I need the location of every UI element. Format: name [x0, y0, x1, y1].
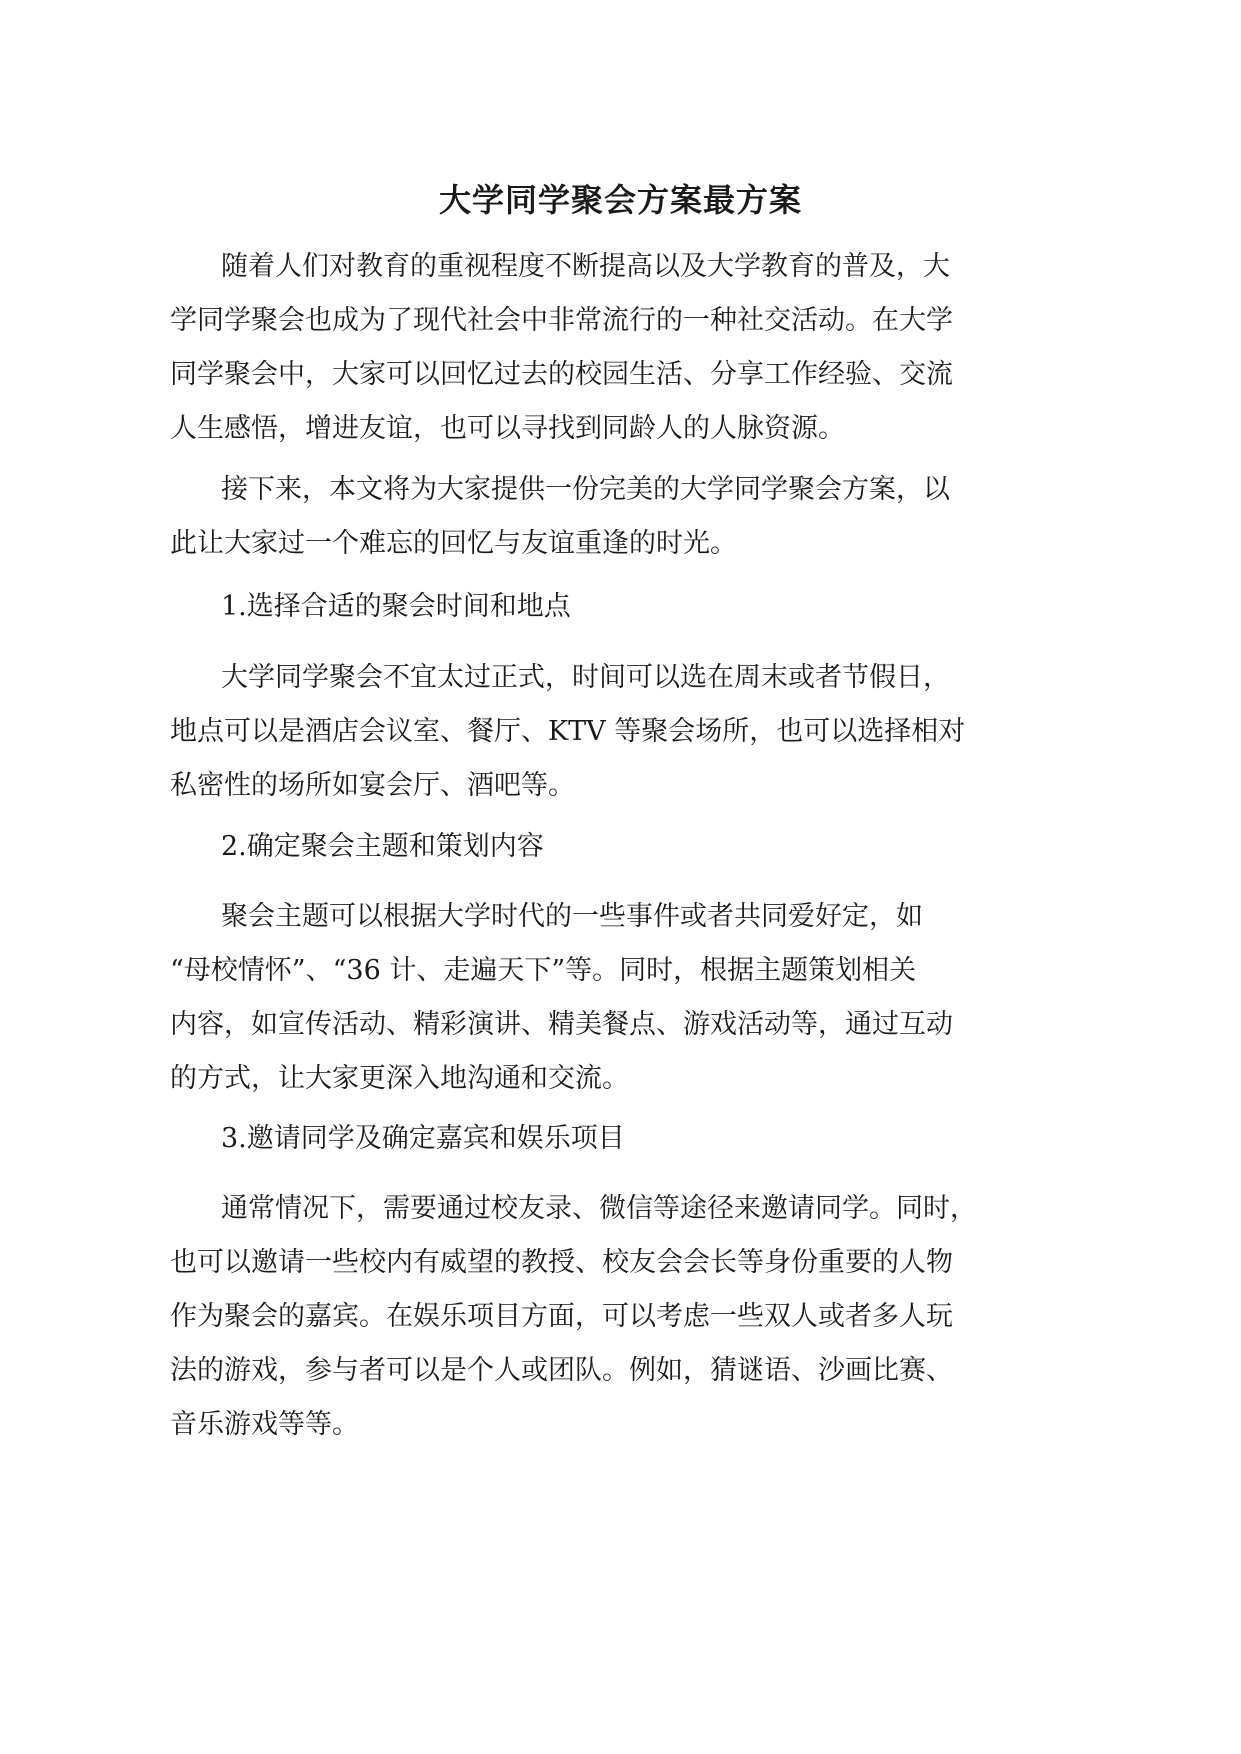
paragraph-line: 音乐游戏等等。	[170, 1409, 359, 1440]
paragraph-line: 法的游戏，参与者可以是个人或团队。例如，猜谜语、沙画比赛、	[170, 1355, 953, 1386]
paragraph-line: 作为聚会的嘉宾。在娱乐项目方面，可以考虑一些双人或者多人玩	[170, 1301, 953, 1332]
paragraph-line: 大学同学聚会不宜太过正式，时间可以选在周末或者节假日，	[221, 662, 950, 693]
paragraph-line: 此让大家过一个难忘的回忆与友谊重逢的时光。	[170, 528, 737, 559]
paragraph-line: 地点可以是酒店会议室、餐厅、KTV 等聚会场所，也可以选择相对	[170, 716, 966, 747]
paragraph-line: 内容，如宣传活动、精彩演讲、精美餐点、游戏活动等，通过互动	[170, 1009, 953, 1040]
paragraph-line: 聚会主题可以根据大学时代的一些事件或者共同爱好定，如	[221, 901, 923, 932]
paragraph-line: 的方式，让大家更深入地沟通和交流。	[170, 1063, 629, 1094]
paragraph-line: 私密性的场所如宴会厅、酒吧等。	[170, 770, 575, 801]
document-title: 大学同学聚会方案最方案	[438, 181, 802, 219]
paragraph-line: 人生感悟，增进友谊，也可以寻找到同龄人的人脉资源。	[170, 413, 845, 444]
paragraph-line: 学同学聚会也成为了现代社会中非常流行的一种社交活动。在大学	[170, 305, 953, 336]
section-heading-text: 2.确定聚会主题和策划内容	[221, 831, 544, 862]
section-heading-text: 1.选择合适的聚会时间和地点	[221, 591, 571, 622]
paragraph-line: 同学聚会中，大家可以回忆过去的校园生活、分享工作经验、交流	[170, 359, 953, 390]
section-heading-text: 3.邀请同学及确定嘉宾和娱乐项目	[221, 1123, 625, 1154]
paragraph-line: “母校情怀”、“36 计、走遍天下”等。同时，根据主题策划相关	[170, 955, 917, 986]
paragraph-line: 也可以邀请一些校内有威望的教授、校友会会长等身份重要的人物	[170, 1247, 953, 1278]
paragraph-line: 通常情况下，需要通过校友录、微信等途径来邀请同学。同时，	[221, 1193, 977, 1224]
paragraph-line: 随着人们对教育的重视程度不断提高以及大学教育的普及，大	[221, 251, 950, 282]
paragraph-line: 接下来，本文将为大家提供一份完美的大学同学聚会方案，以	[221, 474, 950, 505]
